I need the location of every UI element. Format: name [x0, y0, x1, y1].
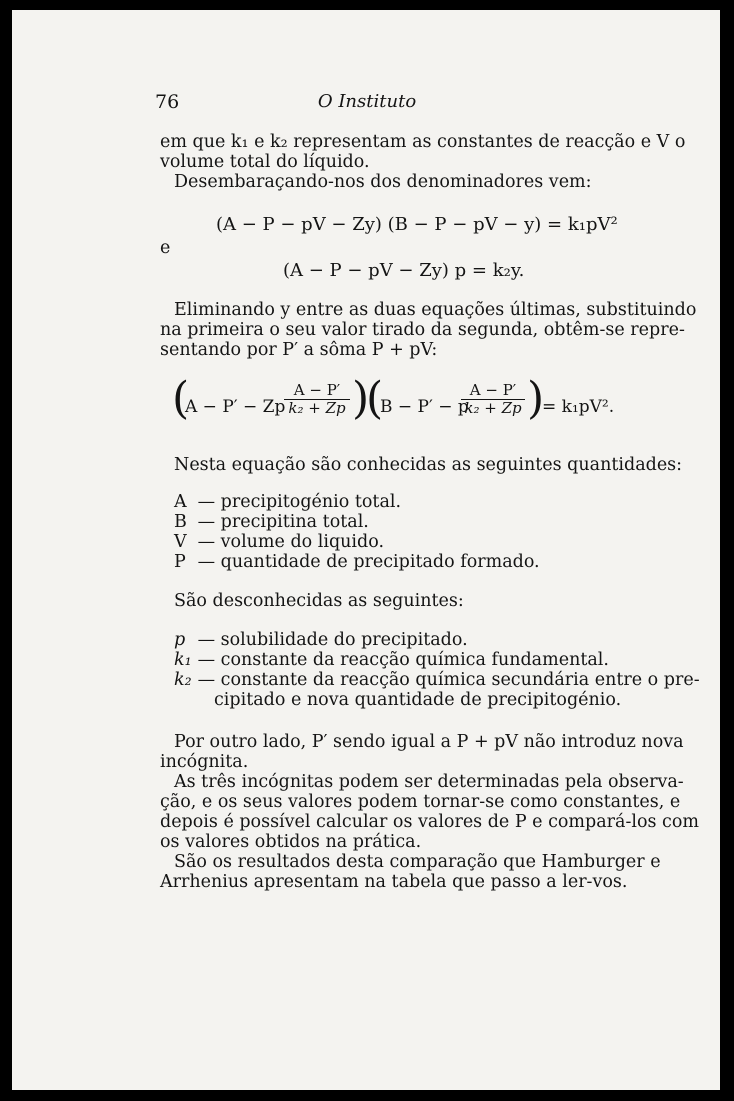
list-text: — precipitina total. [197, 512, 369, 532]
running-title: O Instituto [317, 91, 417, 112]
list-item [174, 552, 540, 572]
text-line: As três incógnitas podem ser determinadas pela observa- [174, 772, 684, 792]
fraction-numerator: A − P′ [461, 382, 525, 400]
text-line: ção, e os seus valores podem tornar-se como constantes, e [160, 792, 681, 812]
fraction-numerator: A − P′ [284, 382, 350, 400]
page-number: 76 [155, 91, 180, 113]
text-line: Por outro lado, P′ sendo igual a P + pV não introduz nova [174, 732, 684, 752]
fraction-denominator: k₂ + Zp [288, 399, 346, 417]
text-line: depois é possível calcular os valores de P e compará-los com [160, 812, 699, 832]
text-line: São desconhecidas as seguintes: [174, 591, 464, 611]
list-symbol: k₁ [174, 650, 192, 670]
list-symbol: A [174, 492, 187, 512]
list-symbol: k₂ [174, 670, 192, 690]
text-line: Arrhenius apresentam na tabela que passo a ler-vos. [160, 872, 628, 892]
text-line: Desembaraçando-nos dos denominadores vem: [174, 172, 592, 192]
text-line: Eliminando y entre as duas equações últimas, substituindo [174, 300, 697, 320]
list-text: — precipitogénio total. [197, 492, 402, 512]
text-line: volume total do líquido. [160, 152, 370, 172]
text-line: os valores obtidos na prática. [160, 832, 422, 852]
text-line: Nesta equação são conhecidas as seguintes quantidades: [174, 455, 683, 475]
open-paren: ( [172, 373, 190, 424]
list-text: — constante da reacção química secundária entre o pre- [197, 670, 700, 690]
fraction-denominator: k₂ + Zp [464, 399, 522, 417]
list-symbol: V [174, 532, 187, 552]
list-item [174, 630, 468, 650]
text-line: incógnita. [160, 752, 249, 772]
equation-3 [172, 373, 632, 428]
list-item [174, 492, 401, 512]
list-text: — constante da reacção química fundamental. [197, 650, 609, 670]
list-symbol: p [174, 630, 186, 650]
list-item [174, 512, 369, 532]
fraction [461, 382, 525, 417]
list-item [174, 670, 700, 690]
eq-rhs: = k₁pV². [542, 397, 615, 417]
connector-e: e [160, 238, 171, 258]
eq-term: B − P′ − p [380, 397, 469, 417]
close-paren: ) [352, 373, 370, 424]
list-text: — volume do liquido. [197, 532, 385, 552]
open-paren: ( [366, 373, 384, 424]
text-line: São os resultados desta comparação que Hamburger e [174, 852, 661, 872]
text-line: em que k₁ e k₂ representam as constantes de reacção e V o [160, 132, 686, 152]
list-symbol: P [174, 552, 186, 572]
list-item [174, 532, 384, 552]
list-symbol: B [174, 512, 187, 532]
text-line: sentando por P′ a sôma P + pV: [160, 340, 438, 360]
close-paren: ) [527, 373, 545, 424]
list-continuation: cipitado e nova quantidade de precipitogénio. [214, 690, 622, 710]
list-text: — quantidade de precipitado formado. [197, 552, 540, 572]
text-line: na primeira o seu valor tirado da segunda, obtêm-se repre- [160, 320, 685, 340]
equation-2: (A − P − pV − Zy) p = k₂y. [283, 260, 525, 281]
fraction [284, 382, 350, 417]
list-text: — solubilidade do precipitado. [197, 630, 468, 650]
equation-1: (A − P − pV − Zy) (B − P − pV − y) = k₁pV² [216, 214, 618, 235]
eq-term: A − P′ − Zp [185, 397, 286, 417]
list-item [174, 650, 609, 670]
